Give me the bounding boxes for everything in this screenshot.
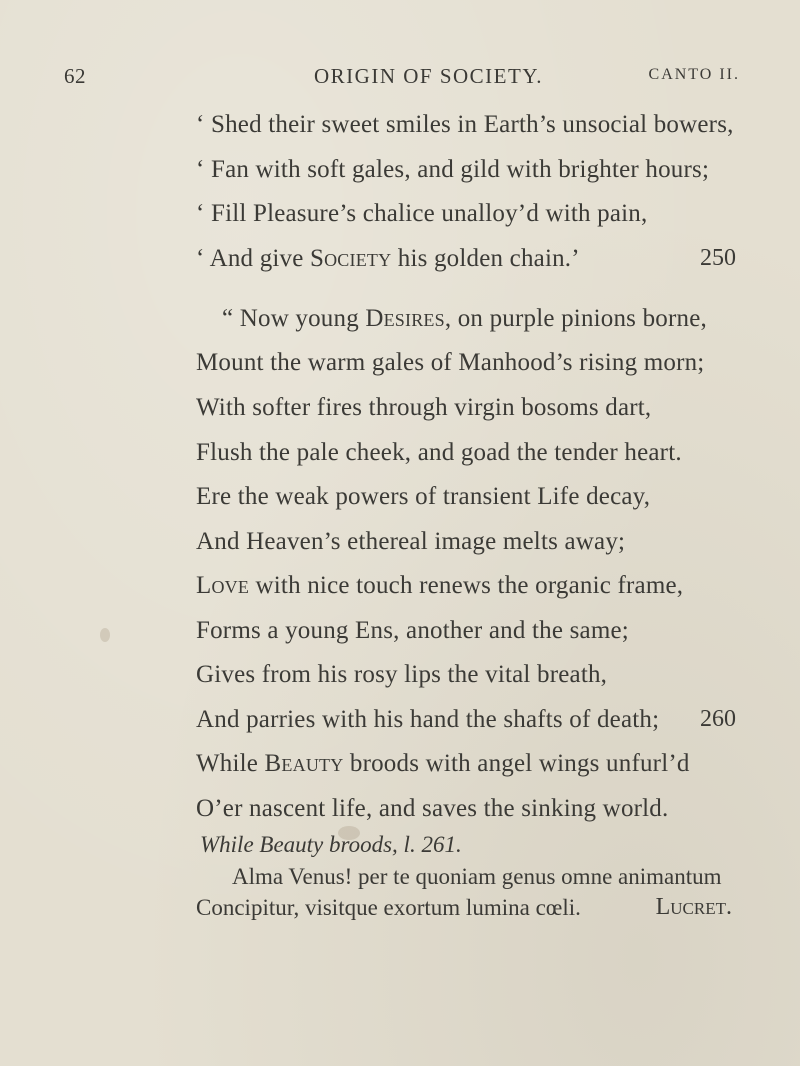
running-title: ORIGIN OF SOCIETY. [314, 64, 544, 88]
verse-line: And Heaven’s ethereal image melts away; [196, 528, 626, 555]
page-number: 62 [64, 64, 86, 88]
verse-line: Ere the weak powers of transient Life decay, [196, 483, 651, 510]
note-quote-line: Concipitur, visitque exortum lumina cœli. [196, 895, 581, 920]
line-number: 260 [700, 706, 736, 732]
verse-line: With softer fires through virgin bosoms dart, [196, 394, 652, 421]
verse-line: ‘ And give Society his golden chain.’ [196, 245, 580, 272]
verse-line: ‘ Shed their sweet smiles in Earth’s unsocial bowers, [196, 111, 734, 138]
line-number: 250 [700, 245, 736, 271]
foxing-spot [100, 628, 110, 642]
verse-line: Gives from his rosy lips the vital breath, [196, 661, 608, 688]
note-attribution: Lucret. [655, 894, 732, 920]
verse-line: O’er nascent life, and saves the sinking world. [196, 795, 669, 822]
verse-line: Flush the pale cheek, and goad the tender heart. [196, 439, 682, 466]
verse-line: While Beauty broods with angel wings unfurl’d [196, 750, 690, 777]
verse-line: And parries with his hand the shafts of death; [196, 706, 660, 733]
note-quote-line: Alma Venus! per te quoniam genus omne animantum [232, 864, 722, 889]
note-reference: While Beauty broods, l. 261. [200, 832, 462, 857]
verse-line: Forms a young Ens, another and the same; [196, 617, 629, 644]
verse-line: ‘ Fan with soft gales, and gild with brighter hours; [196, 156, 710, 183]
verse-line: Mount the warm gales of Manhood’s rising morn; [196, 349, 705, 376]
canto-label: CANTO II. [648, 66, 740, 83]
verse-line: Love with nice touch renews the organic frame, [196, 572, 684, 599]
verse-line: ‘ Fill Pleasure’s chalice unalloy’d with pain, [196, 200, 648, 227]
verse-line: “ Now young Desires, on purple pinions borne, [222, 305, 707, 332]
page-header [64, 64, 740, 94]
